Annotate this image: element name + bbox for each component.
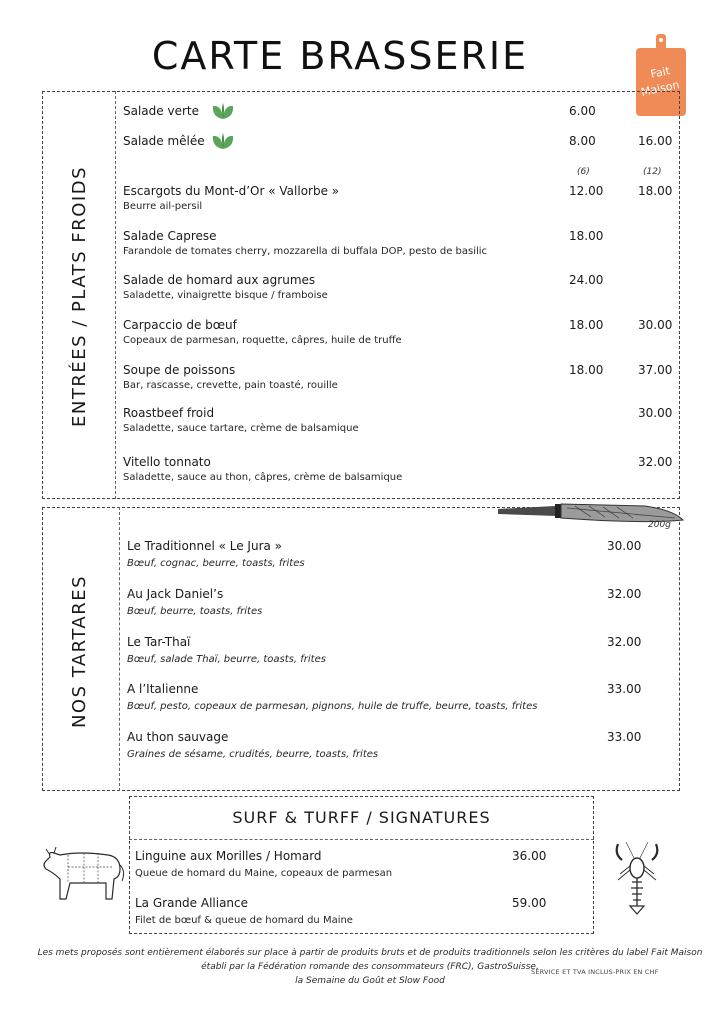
entree-price-large: 16.00 xyxy=(638,134,673,148)
surf-desc: Filet de bœuf & queue de homard du Maine xyxy=(135,915,353,926)
entree-price-large: 30.00 xyxy=(638,406,673,420)
veggie-leaf-icon xyxy=(210,131,236,151)
entree-price-small: 6.00 xyxy=(569,104,596,118)
entree-name: Roastbeef froid xyxy=(123,406,215,420)
entree-desc: Saladette, sauce au thon, câpres, crème de balsamique xyxy=(123,472,403,483)
cow-icon xyxy=(40,843,126,903)
badge-line1: Fait xyxy=(649,64,672,81)
tartare-price: 32.00 xyxy=(607,587,642,601)
entree-name: Salade verte xyxy=(123,104,199,118)
surf-heading: SURF & TURFF / SIGNATURES xyxy=(232,808,491,827)
entree-price-small: 18.00 xyxy=(569,229,604,243)
tartare-desc: Bœuf, salade Thaï, beurre, toasts, frites xyxy=(127,654,326,665)
entree-price-large: 30.00 xyxy=(638,318,673,332)
footnote-line2: établi par la Fédération romande des consommateurs (FRC), GastroSuisse, xyxy=(201,961,539,972)
entree-name: Salade mêlée xyxy=(123,134,205,148)
lobster-icon xyxy=(610,840,664,916)
veggie-leaf-icon xyxy=(210,101,236,121)
entrees-label: ENTRÉES / PLATS FROIDS xyxy=(68,165,90,427)
tartare-price: 30.00 xyxy=(607,539,642,553)
entree-name: Salade de homard aux agrumes xyxy=(123,273,316,287)
tartare-name: Au Jack Daniel’s xyxy=(127,587,224,601)
footnote-line3: la Semaine du Goût et Slow Food xyxy=(295,975,445,986)
entree-desc: Saladette, sauce tartare, crème de balsamique xyxy=(123,423,359,434)
surf-desc: Queue de homard du Maine, copeaux de parmesan xyxy=(135,868,393,879)
tartare-price: 33.00 xyxy=(607,730,642,744)
tartare-price: 32.00 xyxy=(607,635,642,649)
tartare-desc: Bœuf, pesto, copeaux de parmesan, pignons, huile de truffe, beurre, toasts, frites xyxy=(127,701,538,712)
footnote-line1: Les mets proposés sont entièrement élaborés sur place à partir de produits bruts et de produits traditionnels selon les critères du label Fait Maison xyxy=(37,948,703,958)
entree-price-large: 32.00 xyxy=(638,455,673,469)
tartares-label: NOS TARTARES xyxy=(69,574,91,728)
entree-desc: Copeaux de parmesan, roquette, câpres, huile de truffe xyxy=(123,335,402,346)
tartare-name: Au thon sauvage xyxy=(127,730,229,744)
surf-price: 36.00 xyxy=(512,849,547,863)
tartare-name: A l’Italienne xyxy=(127,682,199,696)
entree-name: Carpaccio de bœuf xyxy=(123,318,237,332)
tartare-price: 33.00 xyxy=(607,682,642,696)
badge-line2: Maison xyxy=(639,78,681,99)
entree-price-small: 24.00 xyxy=(569,273,604,287)
tartare-desc: Graines de sésame, crudités, beurre, toasts, frites xyxy=(127,749,379,760)
tartare-weight: 200g xyxy=(648,520,671,530)
surf-price: 59.00 xyxy=(512,896,547,910)
entree-desc: Saladette, vinaigrette bisque / framboise xyxy=(123,290,328,301)
entree-name: Vitello tonnato xyxy=(123,455,211,469)
entree-desc: Beurre ail-persil xyxy=(123,201,203,212)
page-title: CARTE BRASSERIE xyxy=(151,34,529,78)
entree-desc: Bar, rascasse, crevette, pain toasté, rouille xyxy=(123,380,338,391)
surf-name: La Grande Alliance xyxy=(135,896,249,910)
entree-desc: Farandole de tomates cherry, mozzarella di buffala DOP, pesto de basilic xyxy=(123,246,488,257)
tartare-name: Le Traditionnel « Le Jura » xyxy=(127,539,283,553)
entree-price-large: 37.00 xyxy=(638,363,673,377)
entree-name: Salade Caprese xyxy=(123,229,217,243)
tartare-desc: Bœuf, beurre, toasts, frites xyxy=(127,606,263,617)
portion-header-6: (6) xyxy=(577,167,590,177)
entree-price-large: 18.00 xyxy=(638,184,673,198)
entree-name: Escargots du Mont-d’Or « Vallorbe » xyxy=(123,184,340,198)
tartare-name: Le Tar-Thaï xyxy=(127,635,191,649)
surf-name: Linguine aux Morilles / Homard xyxy=(135,849,322,863)
entree-name: Soupe de poissons xyxy=(123,363,236,377)
entree-price-small: 8.00 xyxy=(569,134,596,148)
portion-header-12: (12) xyxy=(643,167,662,177)
surf-heading-box xyxy=(129,796,594,840)
entree-price-small: 18.00 xyxy=(569,318,604,332)
tartare-desc: Bœuf, cognac, beurre, toasts, frites xyxy=(127,558,305,569)
entree-price-small: 12.00 xyxy=(569,184,604,198)
service-note: SERVICE ET TVA INCLUS-PRIX EN CHF xyxy=(531,968,659,976)
entree-price-small: 18.00 xyxy=(569,363,604,377)
